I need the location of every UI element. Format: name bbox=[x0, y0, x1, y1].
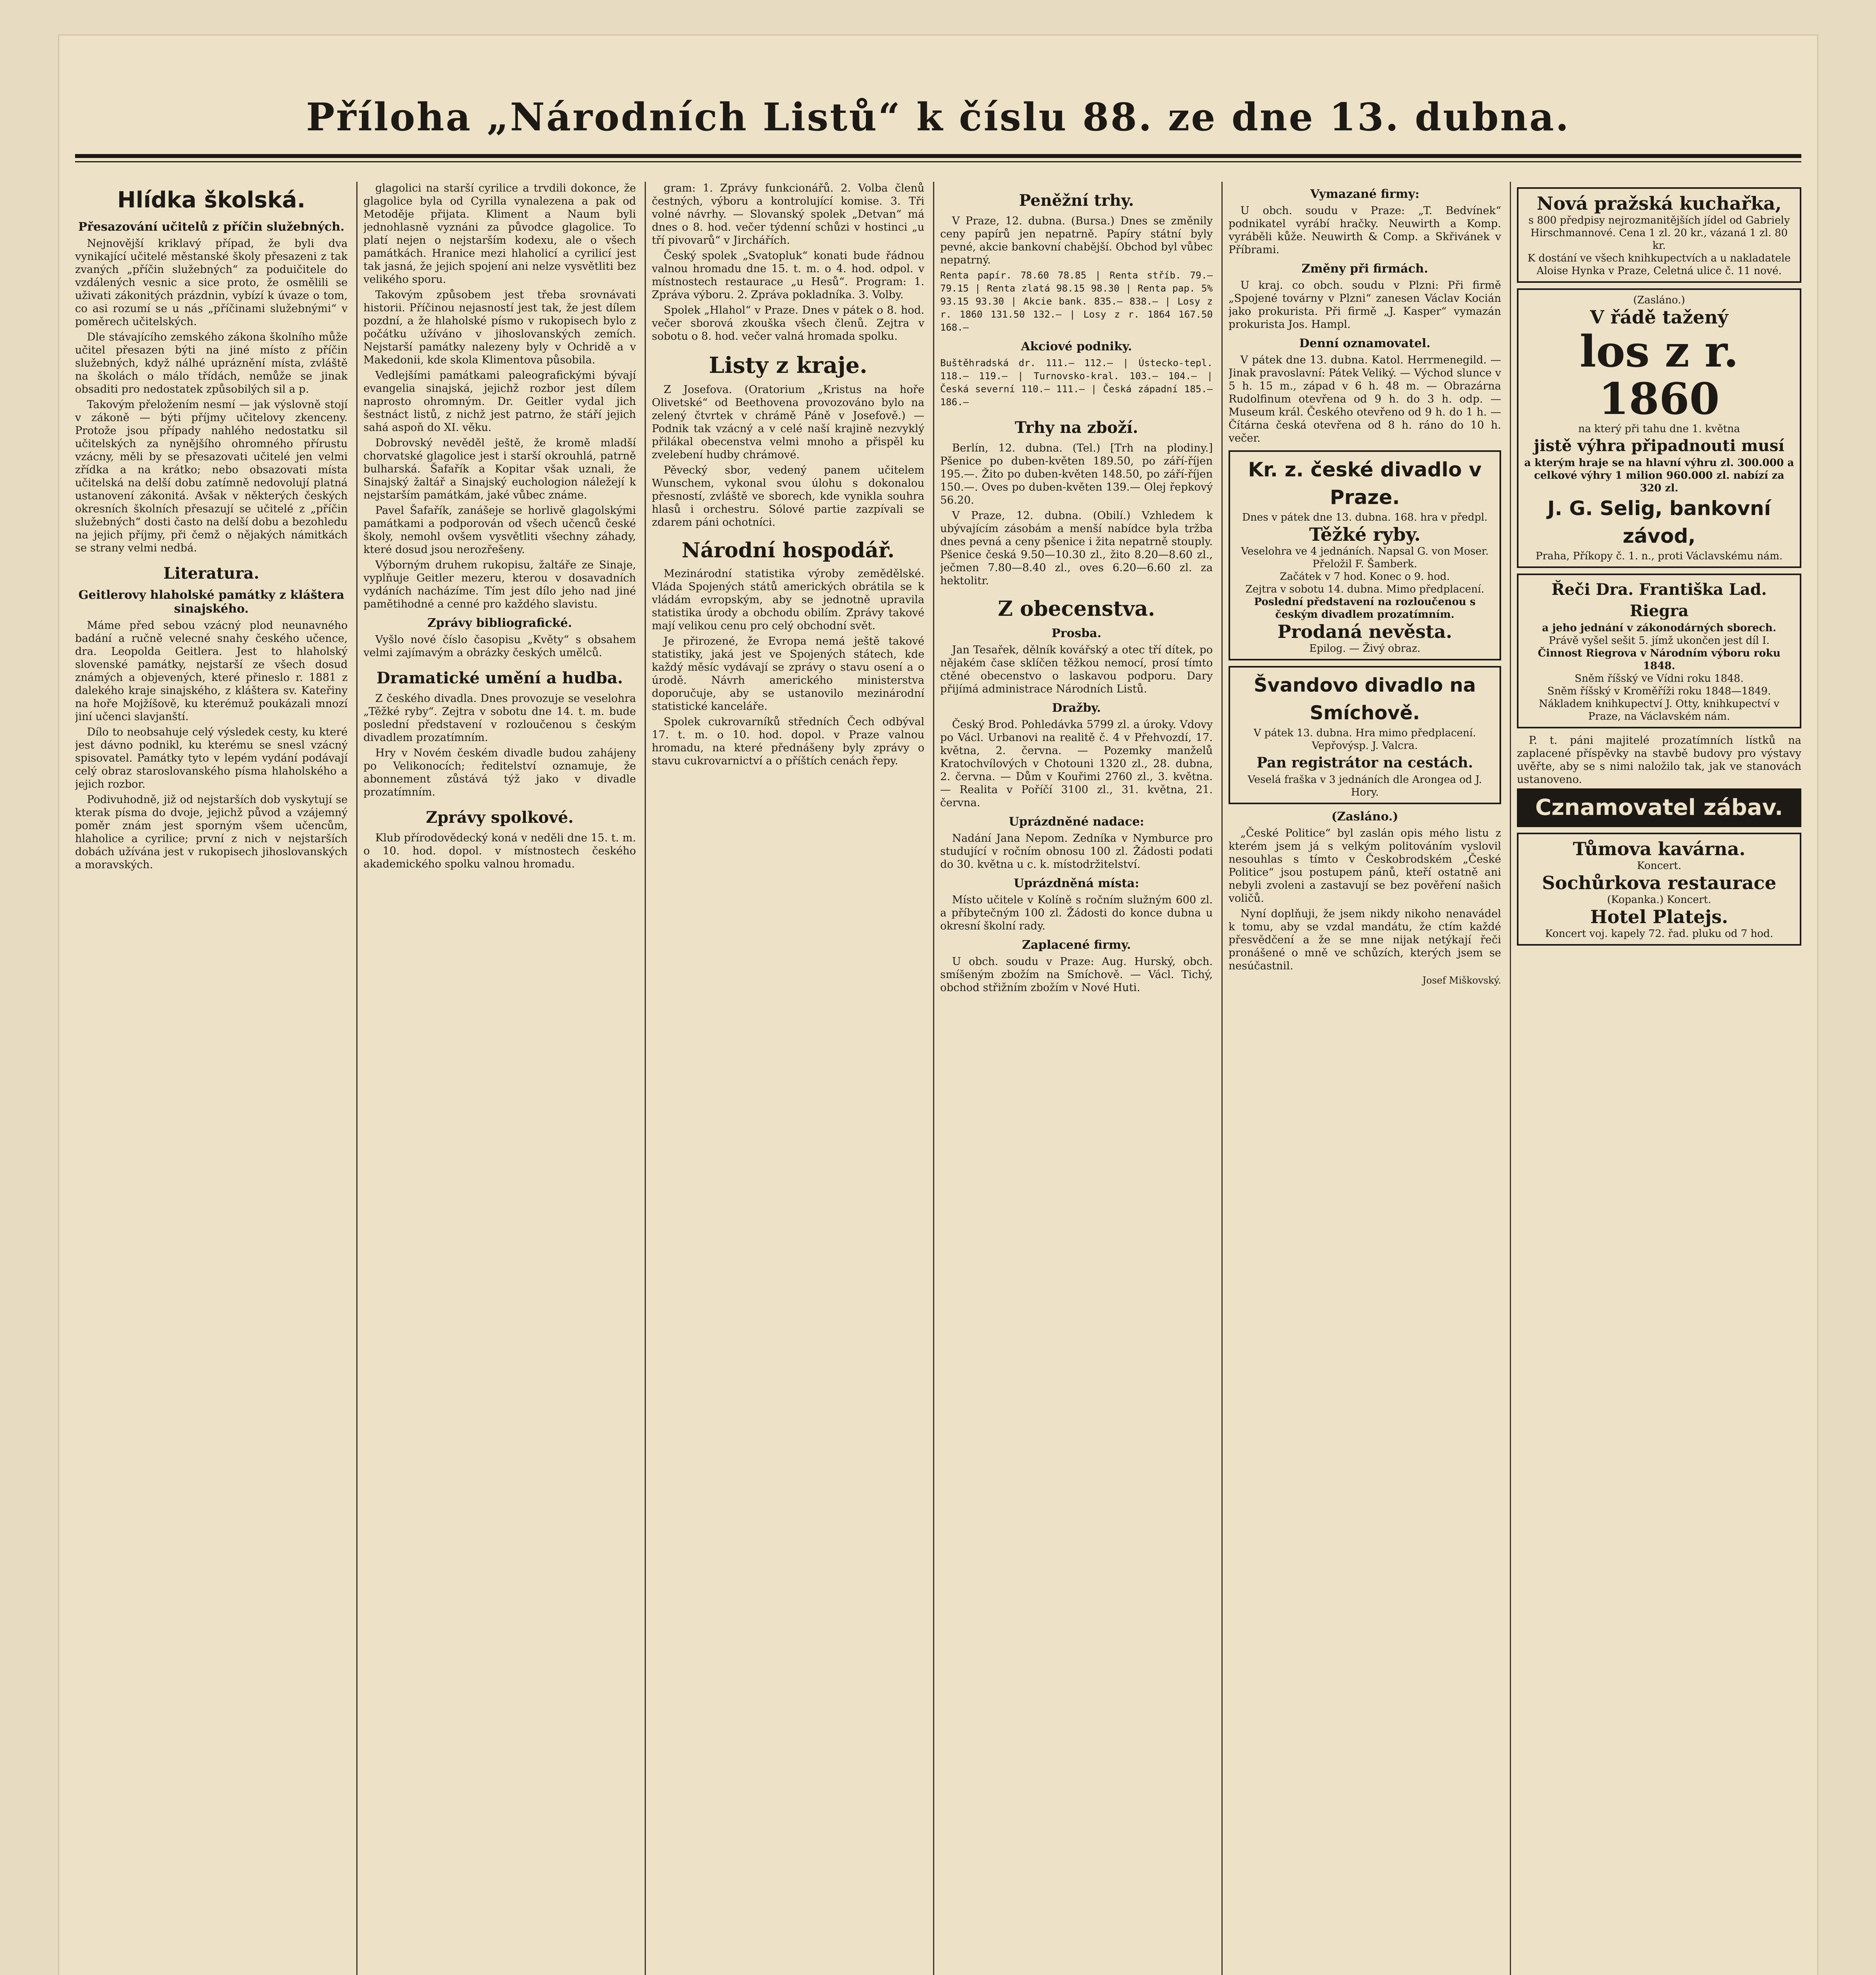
column-6 bbox=[1517, 182, 1801, 1975]
ad-text: Koncert voj. kapely 72. řad. pluku od 7 hod. bbox=[1545, 928, 1773, 940]
lottery-advertisement bbox=[1517, 288, 1801, 568]
article-paragraph: Mezinárodní statistika výroby zemědělské. Vláda Spojených států amerických obrátila se k vládám evropským, aby se jednotně upravila statistika úrody a obchodu obilím. Zprávy takové mají velikou cenu pro celý obchodní svět. bbox=[652, 568, 924, 632]
column-divider bbox=[1221, 182, 1223, 1975]
section-heading: Uprázdněné nadace: bbox=[1009, 815, 1144, 829]
ad-text: s 800 předpisy nejrozmanitějších jídel od Gabriely Hirschmannové. Cena 1 zl. 20 kr., vázaná 1 zl. 80 kr. bbox=[1528, 214, 1790, 252]
article-title: Geitlerovy hlaholské památky z kláštera sinajského. bbox=[78, 588, 344, 616]
ad-text: Koncert. bbox=[1637, 860, 1682, 872]
article-paragraph: Spolek „Hlahol“ v Praze. Dnes v pátek o 8. hod. večer sborová zkouška všech členů. Zejtra v sobotu o 8. hod. večer valná hromada spolku. bbox=[652, 304, 924, 342]
article-paragraph: Výborným druhem rukopisu, žaltáře ze Sinaje, vyplňuje Geitler mezeru, kterou v dosavadních vydáních nacházíme. Tím jest dílo jeho nad jiné pamětihodné a cenné pro každého slavistu. bbox=[363, 559, 636, 610]
article-paragraph: Vyšlo nové číslo časopisu „Květy“ s obsahem velmi zajímavým a obrázky českých umělců. bbox=[363, 634, 636, 659]
section-heading: Listy z kraje. bbox=[709, 352, 867, 378]
newspaper-page bbox=[59, 36, 1817, 1975]
column-5 bbox=[1229, 182, 1501, 1975]
section-heading: Literatura. bbox=[163, 564, 260, 583]
masthead-rule bbox=[75, 154, 1801, 158]
article-paragraph: Máme před sebou vzácný plod neunavného badání a ručně velecné snahy českého učence, dra. Leopolda Geitlera. Jest to hlaholský slovenské památky, nejstarší ze všech dosud známých a objevených, které přineslo r. 1881 z dalekého kraje sinajského, z kláštera sv. Kateřiny na hoře Mojžíšově, ku kterémuž poukázali mnozí jiní učenci slavjanští. bbox=[75, 619, 348, 723]
ad-text: (Zasláno.) bbox=[1633, 294, 1685, 306]
article-paragraph: U kraj. co obch. soudu v Plzni: Při firmě „Spojené továrny v Plzni“ zanesen Václav Kocián jako prokurista. Při firmě „J. Kasper“ vymazán prokurista Jos. Hampl. bbox=[1229, 279, 1501, 331]
section-heading: Z obecenstva. bbox=[997, 597, 1155, 621]
ad-title: los z r. 1860 bbox=[1579, 326, 1739, 424]
ad-title: Těžké ryby. bbox=[1309, 524, 1421, 545]
ad-text: na který při tahu dne 1. května bbox=[1578, 423, 1740, 435]
article-paragraph: Vedlejšími památkami paleografickými bývají evangelia sinajská, jejichž rozbor jest dílem naprosto ohromným. Dr. Geitler vydal jich šestnáct listů, z nichž jest patrno, že stáří jejich sahá aspoň do XI. věku. bbox=[363, 369, 636, 434]
ad-title: V řádě tažený bbox=[1590, 307, 1728, 328]
article-paragraph: Takovým způsobem jest třeba srovnávati historii. Příčinou nejasností jest tak, že jest dílem pozdní, a že hlaholské písmo v rukopisech bylo z počátku užíváno v jihoslovanských zemích. Nejstarší památky nalezeny byly v Ochridě a v Makedonii, kde skola Klimentova působila. bbox=[363, 289, 636, 366]
article-paragraph: U obch. soudu v Praze: „T. Bedvínek“ podnikatel vyrábí hračky. Neuwirth a Komp. vyráběli kůže. Neuwirth & Comp. a Skřivánek v Příbrami. bbox=[1229, 205, 1501, 256]
section-heading: Trhy na zboží. bbox=[1014, 418, 1138, 437]
ad-text: Nákladem knihkupectví J. Otty, knihkupectví v Praze, na Václavském nám. bbox=[1539, 698, 1780, 722]
entertainment-listing-header bbox=[1517, 788, 1801, 827]
article-paragraph: Pěvecký sbor, vedený panem učitelem Wunschem, vykonal svou úlohu s dokonalou přesností, zvláště ve sborech, kde vynikla souhra hlasů i orchestru. Sólové partie zazpívali se zdarem páni ochotníci. bbox=[652, 464, 924, 529]
ad-title: jistě výhra připadnouti musí bbox=[1534, 436, 1785, 455]
article-paragraph: Nadání Jana Nepom. Zedníka v Nymburce pro studující v ročním obnosu 100 zl. Žádosti podati do 30. května u c. k. místodržitelství. bbox=[940, 832, 1213, 871]
column-3 bbox=[652, 182, 924, 1975]
article-paragraph: Podivuhodně, již od nejstarších dob vyskytují se kterak písma do dvoje, jejichž původ a vzájemný poměr znám jest sporným všem učencům, hlaholice a cyrilice; první z nich v nejstarších dobách užívána jest v rukopisech jihoslovanských a moravských. bbox=[75, 794, 348, 871]
section-heading: Akciové podniky. bbox=[1021, 340, 1132, 354]
ad-title: Řeči Dra. Františka Lad. Riegra bbox=[1551, 580, 1767, 620]
article-paragraph: Takovým přeložením nesmí — jak výslovně stojí v zákoně — býti příjmy učitelovy zkenceny. Protože jsou případy nahlého nedostatku sil učitelských za nynějšího ohromného přírustu vzácny, měli by se přesazovati učitelé jen velmi zřídka a na krátko; nebo obsazovati místa učitelská na delší dobu zatímně nedovolují platná ustanovení zákonitá. Avšak v některých českých okresních školních přesazují se učitelé z „příčin služebných“ dosti často na delší dobu a bezohledu na jejich příjmy, při čemž o nějakých námitkách se strany velmi nedbá. bbox=[75, 399, 348, 554]
article-paragraph: gram: 1. Zprávy funkcionářů. 2. Volba členů čestných, výboru a kontrolující komise. 3. Tři volné návrhy. — Slovanský spolek „Detvan“ má dnes o 8. hod. večer týdenní schůzi v hostinci „u tří pivovarů“ v Jirchářích. bbox=[652, 182, 924, 246]
column-divider bbox=[933, 182, 934, 1975]
ad-text: Epilog. — Živý obraz. bbox=[1309, 643, 1421, 655]
article-paragraph: Klub přírodovědecký koná v neděli dne 15. t. m. o 10. hod. dopol. v místnostech českého akademického spolku valnou hromadu. bbox=[363, 832, 636, 870]
article-paragraph: Hry v Novém českém divadle budou zahájeny po Velikonocích; ředitelství oznamuje, že abonnement zůstává týž jako v divadle prozatímním. bbox=[363, 747, 636, 798]
article-paragraph: U obch. soudu v Praze: Aug. Hurský, obch. smíšeným zbožím na Smíchově. — Václ. Tichý, obchod střižním zbožím v Nové Huti. bbox=[940, 956, 1213, 994]
notice-paragraph: P. t. páni majitelé prozatímních lístků na zaplacené příspěvky na stavbě budovy pro výstavy uvěřte, aby se s nimi naložilo tak, jak ve stanovách ustanoveno. bbox=[1517, 734, 1801, 786]
ad-text: Sněm říšský ve Vídni roku 1848. bbox=[1575, 673, 1744, 685]
ad-text: K dostání ve všech knihkupectvích a u nakladatele Aloise Hynka v Praze, Celetná ulice č. 11 nové. bbox=[1528, 252, 1791, 277]
book-advertisement bbox=[1517, 574, 1801, 728]
ad-title: Kr. z. české divadlo v Praze. bbox=[1248, 458, 1482, 509]
article-paragraph: Spolek cukrovarníků středních Čech odbýval 17. t. m. o 10. hod. dopol. v Praze valnou hromadu, na které přednášeny byly zprávy o stavu cukrovarnictví a o příštích cenách řepy. bbox=[652, 716, 924, 767]
ad-text: Dnes v pátek dne 13. dubna. 168. hra v předpl. bbox=[1242, 512, 1488, 523]
ad-title: Švandovo divadlo na Smíchově. bbox=[1253, 674, 1476, 724]
ad-text: Poslední představení na rozloučenou s českým divadlem prozatímním. bbox=[1254, 596, 1476, 621]
venue-name: Sochůrkova restaurace bbox=[1542, 872, 1776, 893]
price-table: Renta papír. 78.60 78.85 | Renta stříb. 79.— 79.15 | Renta zlatá 98.15 98.30 | Renta pap. 5% 93.15 93.30 | Akcie bank. 835.— 838.— | Losy z r. 1860 131.50 132.— | Losy z r. 1864 167.50 168.— bbox=[940, 270, 1213, 333]
article-paragraph: glagolici na starší cyrilice a trvdili dokonce, že glagolice byla od Cyrilla vynalezena a pak od Metoděje přijata. Kliment a Naum byli jednohlasně vyznáni za původce glagolice. To platí nejen o nejstarším kodexu, ale o všech památkách. Hranice mezi hlaholicí a cyrilicí jest tak jasná, že jejich spojení ani nelze vysvětliti bez velikého sporu. bbox=[363, 182, 636, 286]
section-heading: Dražby. bbox=[1052, 701, 1101, 715]
ad-text: Právě vyšel sešit 5. jímž ukončen jest díl I. bbox=[1549, 635, 1770, 647]
ad-text: V pátek 13. dubna. Hra mimo předplacení. bbox=[1253, 727, 1476, 739]
ad-text: Praha, Příkopy č. 1. n., proti Václavskému nám. bbox=[1535, 550, 1783, 562]
venue-name: Tůmova kavárna. bbox=[1573, 838, 1746, 860]
entertainment-listing bbox=[1517, 833, 1801, 946]
section-heading: Vymazané firmy: bbox=[1310, 187, 1420, 201]
article-paragraph: Z českého divadla. Dnes provozuje se veselohra „Těžké ryby“. Zejtra v sobotu dne 14. t. m. bude poslední představení v rozloučenou s českým divadlem prozatímním. bbox=[363, 692, 636, 744]
ad-text: Veselohra ve 4 jednáních. Napsal G. von Moser. Přeložil F. Šamberk. bbox=[1241, 545, 1489, 570]
column-divider bbox=[1510, 182, 1511, 1975]
column-divider bbox=[645, 182, 646, 1975]
article-paragraph: Z Josefova. (Oratorium „Kristus na hoře Olivetské“ od Beethovena provozováno bylo na zelený čtvrtek v chrámě Páně v Josefově.) — Podnik tak vzácný a v celé naší krajině nezvyklý přilákal obecenstva velmi mnoho a přispěl ku zvelebení hudby chrámové. bbox=[652, 384, 924, 461]
ad-title: Pan registrátor na cestách. bbox=[1257, 754, 1473, 771]
article-paragraph: Dílo to neobsahuje celý výsledek cesty, ku které jest dávno podnikl, ku kterému se snesl vzácný spisovatel. Památky tyto v lepém vydání podávají celý obraz staroslovanského písma hlaholského a jejich rozbor. bbox=[75, 726, 348, 790]
article-paragraph: Český spolek „Svatopluk“ konati bude řádnou valnou hromadu dne 15. t. m. o 4. hod. odpol. v místnostech restaurace „u Hesů“. Program: 1. Zpráva výboru. 2. Zpráva pokladníka. 3. Volby. bbox=[652, 250, 924, 301]
ad-text: Začátek v 7 hod. Konec o 9. hod. bbox=[1280, 571, 1450, 583]
article-paragraph: Dle stávajícího zemského zákona školního může učitel přesazen býti na jiné místo z příčin služebných, když nálhé upráznění místa, zvláště na školách o málo třídách, nemůže se jinak obsaditi pro nedostatek způsobilých sil a p. bbox=[75, 331, 348, 395]
ad-text: a kterým hraje se na hlavní výhru zl. 300.000 a celkové výhry 1 milion 960.000 zl. nabízí za 320 zl. bbox=[1524, 457, 1794, 494]
section-heading: Uprázdněná místa: bbox=[1014, 877, 1139, 890]
ad-text: a jeho jednání v zákonodárných sborech. bbox=[1542, 622, 1776, 634]
section-heading: Zprávy spolkové. bbox=[426, 808, 574, 827]
article-paragraph: Berlín, 12. dubna. (Tel.) [Trh na plodiny.] Pšenice po duben-květen 189.50, po září-říjen 195.—. Žito po duben-květen 148.50, po září-říjen 150.—. Oves po duben-květen 139.— Olej řepkový 56.20. bbox=[940, 442, 1213, 506]
article-title: Přesazování učitelů z příčin služebných. bbox=[78, 220, 344, 234]
column-divider bbox=[356, 182, 358, 1975]
column-1 bbox=[75, 182, 348, 1975]
article-paragraph: Nejnovější kriklavý případ, že byli dva vynikající učitelé městanské školy přesazeni z tak zvaných „příčin služebných“ za poduičitele do vzdálených vesnic a sice proto, že osmělili se uživati zákonitých prázdnin, vybízí k úvaze o tom, co asi rozumí se u nás „příčinami služebnými“ v poměrech učitelských. bbox=[75, 237, 348, 328]
article-paragraph: Pavel Šafařík, zanášeje se horlivě glagolskými památkami a podporován od všech učenců české školy, nemohl ovšem vysvětliti všechny záhady, které dosud jsou nerozřešeny. bbox=[363, 504, 636, 556]
section-heading: Zaplacené firmy. bbox=[1022, 938, 1131, 952]
signature: Josef Miškovský. bbox=[1422, 975, 1501, 986]
article-paragraph: V pátek dne 13. dubna. Katol. Herrmenegild. — Jinak pravoslavní: Pátek Veliký. — Východ slunce v 5 h. 15 m., západ v 6 h. 48 m. — Obrazárna Rudolfinum otevřena od 9 h. do 3 h. odp. — Museum král. Českého otevřeno od 9 h. do 1 h. — Čítárna česká otevřena od 8 h. ráno do 10 h. večer. bbox=[1229, 354, 1501, 444]
article-paragraph: Dobrovský nevěděl ještě, že kromě mladší chorvatské glagolice jest i starší okrouhlá, patrně bulharská. Šafařík a Kopitar však uznali, že Sinajský žaltář a Sinajský euchologion náležejí k nejstarším památkám, jaké vůbec známe. bbox=[363, 437, 636, 501]
ad-text: Sněm říšský v Kroměříži roku 1848—1849. bbox=[1547, 685, 1771, 697]
ad-text: Zejtra v sobotu 14. dubna. Mimo předplacení. bbox=[1245, 583, 1485, 595]
article-paragraph: V Praze, 12. dubna. (Bursa.) Dnes se změnily ceny papírů jen nepatrně. Papíry státní byly pevné, akcie bankovní chabější. Obchod byl vůbec nepatrný. bbox=[940, 215, 1213, 266]
theatre-advertisement bbox=[1229, 666, 1501, 804]
article-paragraph: V Praze, 12. dubna. (Obilí.) Vzhledem k ubývajícím zásobám a menší nabídce byla tržba dnes pevná a ceny pšenice i žita nepatrně stouply. Pšenice česká 9.50—10.30 zl., žito 8.20—8.60 zl., ječmen 7.80—8.40 zl., oves 6.20—6.60 zl. za hektolitr. bbox=[940, 510, 1213, 587]
article-paragraph: „České Politice“ byl zaslán opis mého listu z kterém jsem já s velkým politováním vyslovil nesouhlas s tímto v Českobrodském „České Politice“ jsou postupem pánů, kteří ostatně ani nebyli zvoleni a zastavují se bez pověření našich voličů. bbox=[1229, 827, 1501, 905]
section-heading: Změny při firmách. bbox=[1301, 262, 1428, 276]
article-paragraph: Nyní doplňuji, že jsem nikdy nikoho nenavádel k tomu, aby se vzdal mandátu, že ctím každé přesvědčení a že se mne nijak netýkají řeči pronášené o mně ve schůzích, kterých jsem se nesúčastnil. bbox=[1229, 908, 1501, 972]
section-heading: Denní oznamovatel. bbox=[1299, 337, 1431, 350]
masthead-rule-thin bbox=[75, 161, 1801, 162]
article-paragraph: Český Brod. Pohledávka 5799 zl. a úroky. Vdovy po Václ. Urbanovi na realitě č. 4 v Přehvozdí, 17. května, 2. června. — Pozemky manželů Kratochvílových v Chotouni 1320 zl., 28. dubna, 2. června. — Dům v Kouřimi 2760 zl., 3. května. — Realita v Poříčí 3100 zl., 31. května, 21. června. bbox=[940, 719, 1213, 809]
article-paragraph: Jan Tesařek, dělník kovářský a otec tří dítek, po nějakém čase sklíčen těžkou nemocí, prosí tímto ctěné obecenstvo o laskavou podporu. Dary přijímá administrace Národních Listů. bbox=[940, 644, 1213, 695]
ad-text: Vepřovýsp. J. Valcra. bbox=[1312, 740, 1418, 752]
section-heading: Peněžní trhy. bbox=[1019, 191, 1134, 210]
section-heading: Zprávy bibliografické. bbox=[427, 616, 572, 630]
ad-title: Nová pražská kuchařka, bbox=[1537, 193, 1782, 214]
column-4 bbox=[940, 182, 1213, 1975]
ad-title: J. G. Selig, bankovní závod, bbox=[1547, 497, 1771, 547]
venue-name: Hotel Platejs. bbox=[1590, 906, 1728, 927]
section-heading: Dramatické umění a hudba. bbox=[376, 669, 623, 687]
ad-text: (Kopanka.) Koncert. bbox=[1607, 894, 1711, 906]
ad-text: Veselá fraška v 3 jednáních dle Arongea od J. Hory. bbox=[1248, 774, 1482, 798]
section-heading: (Zasláno.) bbox=[1331, 810, 1398, 824]
column-2 bbox=[363, 182, 636, 1975]
section-heading: Hlídka školská. bbox=[117, 187, 306, 213]
cookbook-advertisement bbox=[1517, 187, 1801, 283]
article-paragraph: Je přirozené, že Evropa nemá ještě takové statistiky, jaká jest ve Spojených státech, kde každý měsíc vydávají se zprávy o stavu osení a o úrodě. Návrh amerického ministerstva doporučuje, aby se ustanovilo mezinárodní statistické kanceláře. bbox=[652, 635, 924, 713]
theatre-advertisement bbox=[1229, 450, 1501, 660]
ad-text: Činnost Riegrova v Národním výboru roku 1848. bbox=[1537, 647, 1781, 672]
ad-title: Cznamovatel zábav. bbox=[1535, 795, 1783, 820]
article-paragraph: Místo učitele v Kolíně s ročním služným 600 zl. a příbytečným 100 zl. Žádosti do konce dubna u okresní školní rady. bbox=[940, 894, 1213, 932]
price-table: Buštěhradská dr. 111.— 112.— | Ústecko-tepl. 118.— 119.— | Turnovsko-kral. 103.— 104.— | Česká severní 110.— 111.— | Česká západní 185.— 186.— bbox=[940, 357, 1213, 408]
section-heading: Národní hospodář. bbox=[681, 538, 895, 562]
ad-title: Prodaná nevěsta. bbox=[1277, 621, 1453, 642]
masthead-title: Příloha „Národních Listů“ k číslu 88. ze dne 13. dubna. bbox=[306, 95, 1571, 139]
article-title: Prosba. bbox=[1051, 626, 1102, 640]
